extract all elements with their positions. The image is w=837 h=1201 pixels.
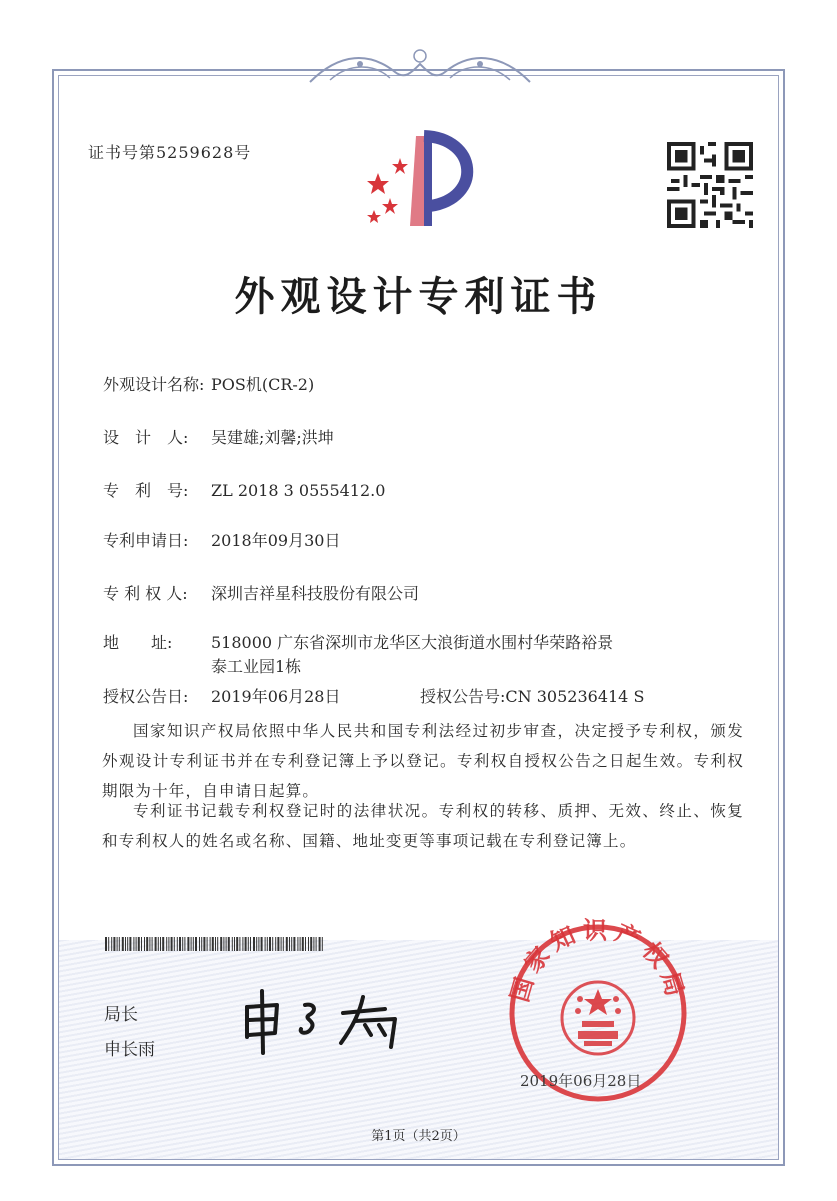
grant-date-row (103, 684, 340, 707)
design-name-row (103, 372, 314, 395)
legal-status-paragraph: 专利证书记载专利权登记时的法律状况。专利权的转移、质押、无效、终止、恢复和专利权人的姓名或名称、国籍、地址变更等事项记载在专利登记簿上。 (102, 802, 744, 850)
director-name: 申长雨 (104, 1040, 155, 1060)
grant-statement-paragraph: 国家知识产权局依照中华人民共和国专利法经过初步审查，决定授予专利权，颁发外观设计专利证书并在专利登记簿上予以登记。专利权自授权公告之日起生效。专利权期限为十年，自申请日起算。 (102, 722, 744, 800)
grant-publication-label: 授权公告号: (420, 687, 506, 706)
design-name-value: POS机(CR-2) (211, 375, 315, 394)
address-label: 地 址: (103, 633, 173, 652)
grant-publication-row (420, 684, 644, 707)
designer-label: 设 计 人: (103, 428, 189, 447)
design-name-label: 外观设计名称: (103, 375, 205, 394)
handwritten-signature (235, 985, 435, 1055)
director-title: 局长 (104, 1005, 138, 1025)
grant-publication-value: CN 305236414 S (505, 687, 645, 706)
cnipa-logo-icon (358, 128, 488, 233)
patentee-value: 深圳吉祥星科技股份有限公司 (211, 584, 420, 603)
grant-date-value: 2019年06月28日 (211, 687, 341, 706)
ornament-flourish (300, 42, 540, 90)
filing-date-row (103, 528, 340, 551)
designer-row (103, 425, 334, 448)
patent-number-label: 专 利 号: (103, 481, 189, 500)
seal-text: 国家知识产权局 (505, 916, 691, 1006)
patentee-row (103, 581, 419, 604)
patent-number-value: ZL 2018 3 0555412.0 (211, 481, 386, 500)
address-value: 518000 广东省深圳市龙华区大浪街道水围村华荣路裕景 (211, 633, 614, 652)
grant-date-label: 授权公告日: (103, 687, 189, 706)
designer-value: 吴建雄;刘馨;洪坤 (211, 428, 334, 447)
page-indicator: 第1页（共2页） (371, 1129, 466, 1144)
barcode-icon (105, 937, 325, 951)
patent-number-row (103, 478, 385, 501)
certificate-number: 证书号第5259628号 (88, 143, 252, 162)
patentee-label: 专 利 权 人: (103, 584, 188, 603)
address-row (103, 630, 613, 653)
address-value-continued: 泰工业园1栋 (211, 657, 302, 676)
seal-date: 2019年06月28日 (520, 1072, 642, 1090)
filing-date-label: 专利申请日: (103, 531, 189, 550)
qr-code-icon (667, 142, 753, 228)
filing-date-value: 2018年09月30日 (211, 531, 341, 550)
page-title: 外观设计专利证书 (234, 274, 603, 320)
